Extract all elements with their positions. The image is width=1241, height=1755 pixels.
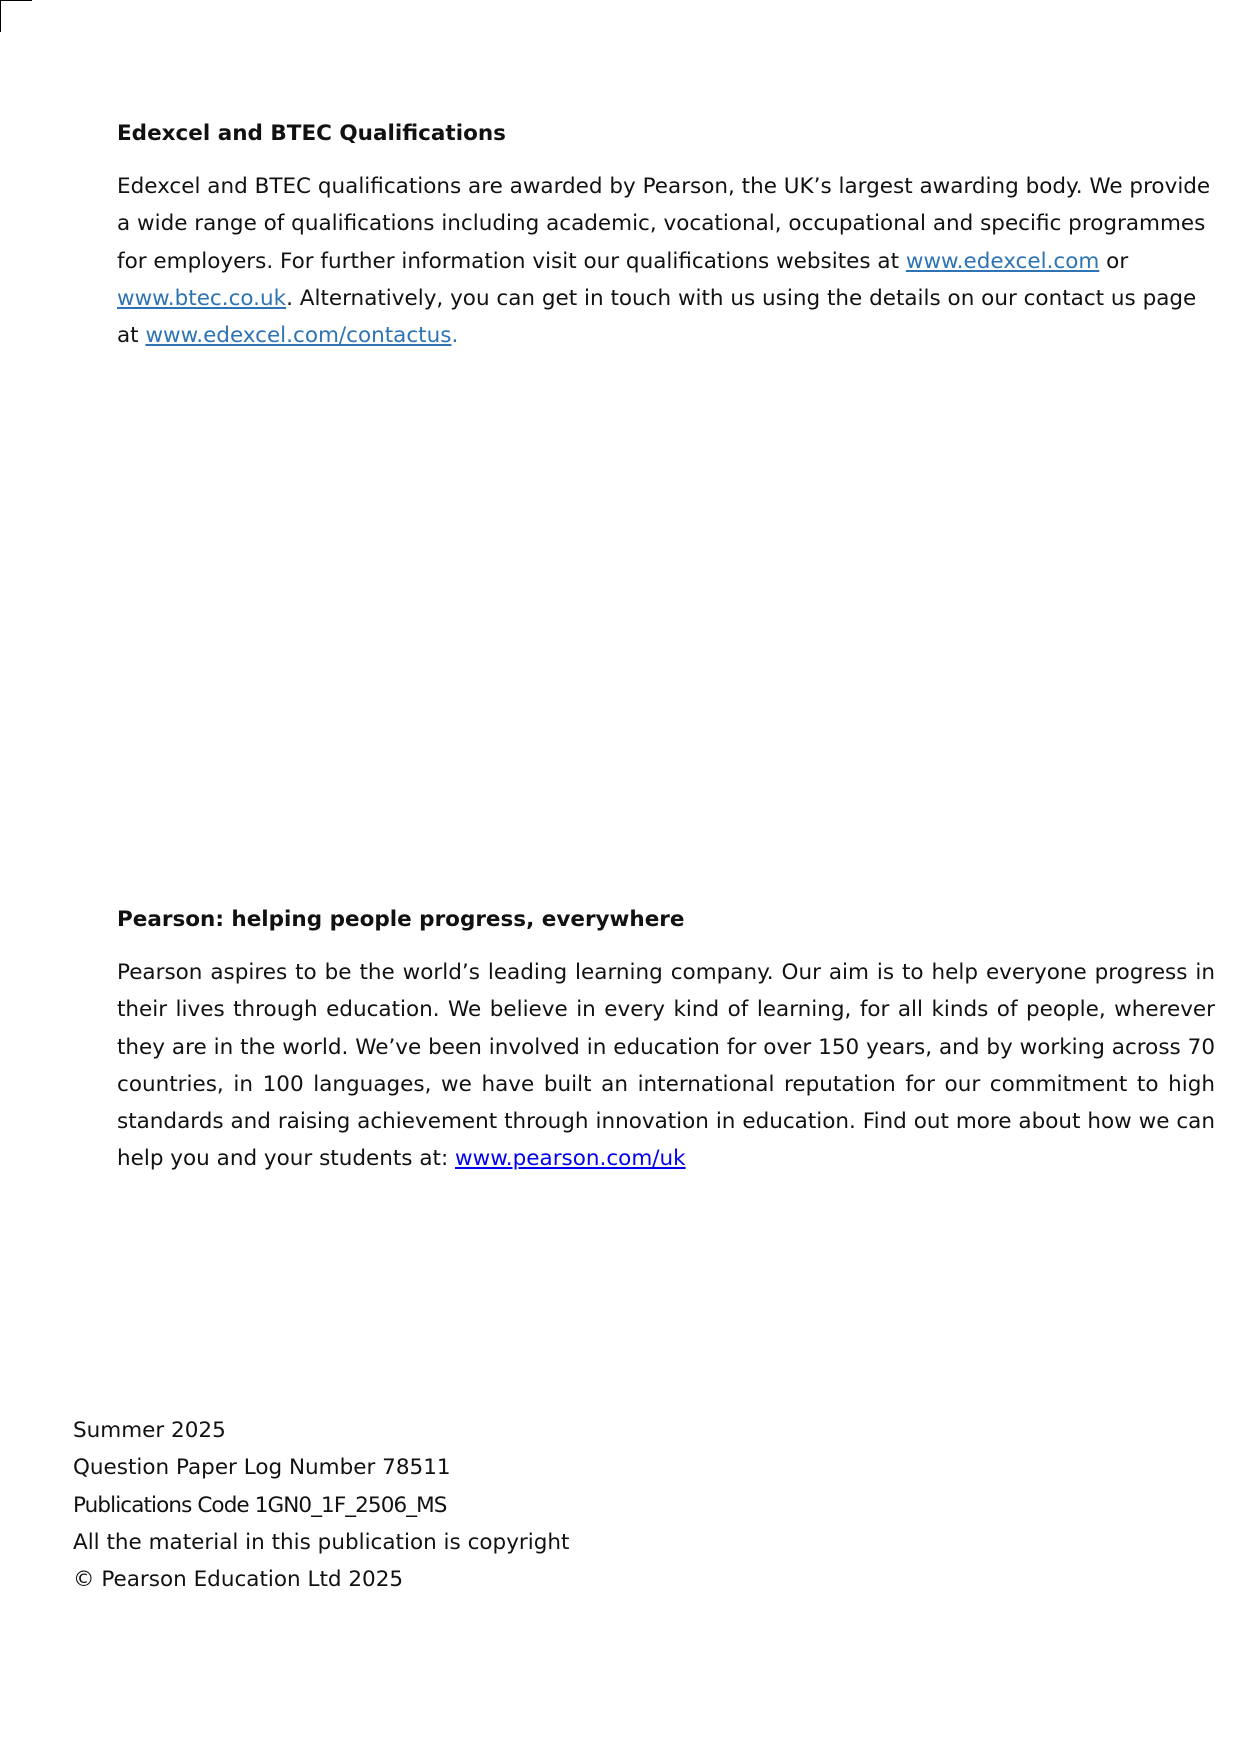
footer-publications-code: Publications Code 1GN0_1F_2506_MS — [73, 1492, 447, 1518]
edexcel-link[interactable]: www.edexcel.com — [905, 248, 1100, 274]
edexcel-text-4: . — [451, 323, 459, 349]
pearson-text-1: Pearson aspires to be the world’s leading learning company. Our aim is to help everyone progress in their lives through education. We believe in every kind of learning, for all kinds of people, wherever they are in the world. We’ve been involved in education for over 150 years, and by working across 70 countries, in 100 languages, we have built an international reputation for our commitment to high standards and raising achievement through innovation in education. Find out more about how we can help you and your students at: — [117, 960, 1215, 1172]
contact-us-link[interactable]: www.edexcel.com/contactus — [145, 323, 452, 349]
edexcel-heading: Edexcel and BTEC Qualifications — [117, 121, 506, 146]
publication-footer — [73, 1412, 569, 1598]
edexcel-text-3: . Alternatively, you can get in touch with us using the details on our contact us page at — [117, 285, 1197, 349]
btec-link[interactable]: www.btec.co.uk — [117, 285, 287, 311]
edexcel-text-2: or — [1099, 248, 1129, 274]
footer-season: Summer 2025 — [73, 1418, 226, 1443]
crop-mark — [0, 0, 32, 32]
footer-copyright-notice: All the material in this publication is copyright — [73, 1529, 570, 1555]
edexcel-text-1: Edexcel and BTEC qualifications are awarded by Pearson, the UK’s largest awarding body. We provide a wide range of qualifications including academic, vocational, occupational and specific programmes for employers. For further information visit our qualifications websites at — [117, 174, 1211, 274]
pearson-paragraph — [117, 954, 1215, 1178]
pearson-heading: Pearson: helping people progress, everywhere — [117, 907, 685, 932]
edexcel-section — [117, 120, 1215, 354]
pearson-link[interactable]: www.pearson.com/uk — [455, 1146, 686, 1172]
pearson-section — [117, 906, 1215, 1178]
footer-log-number: Question Paper Log Number 78511 — [73, 1455, 451, 1481]
footer-copyright-holder: © Pearson Education Ltd 2025 — [73, 1567, 404, 1593]
edexcel-paragraph — [117, 168, 1215, 354]
crop-mark-vertical — [0, 0, 1, 32]
crop-mark-horizontal — [0, 0, 32, 1]
